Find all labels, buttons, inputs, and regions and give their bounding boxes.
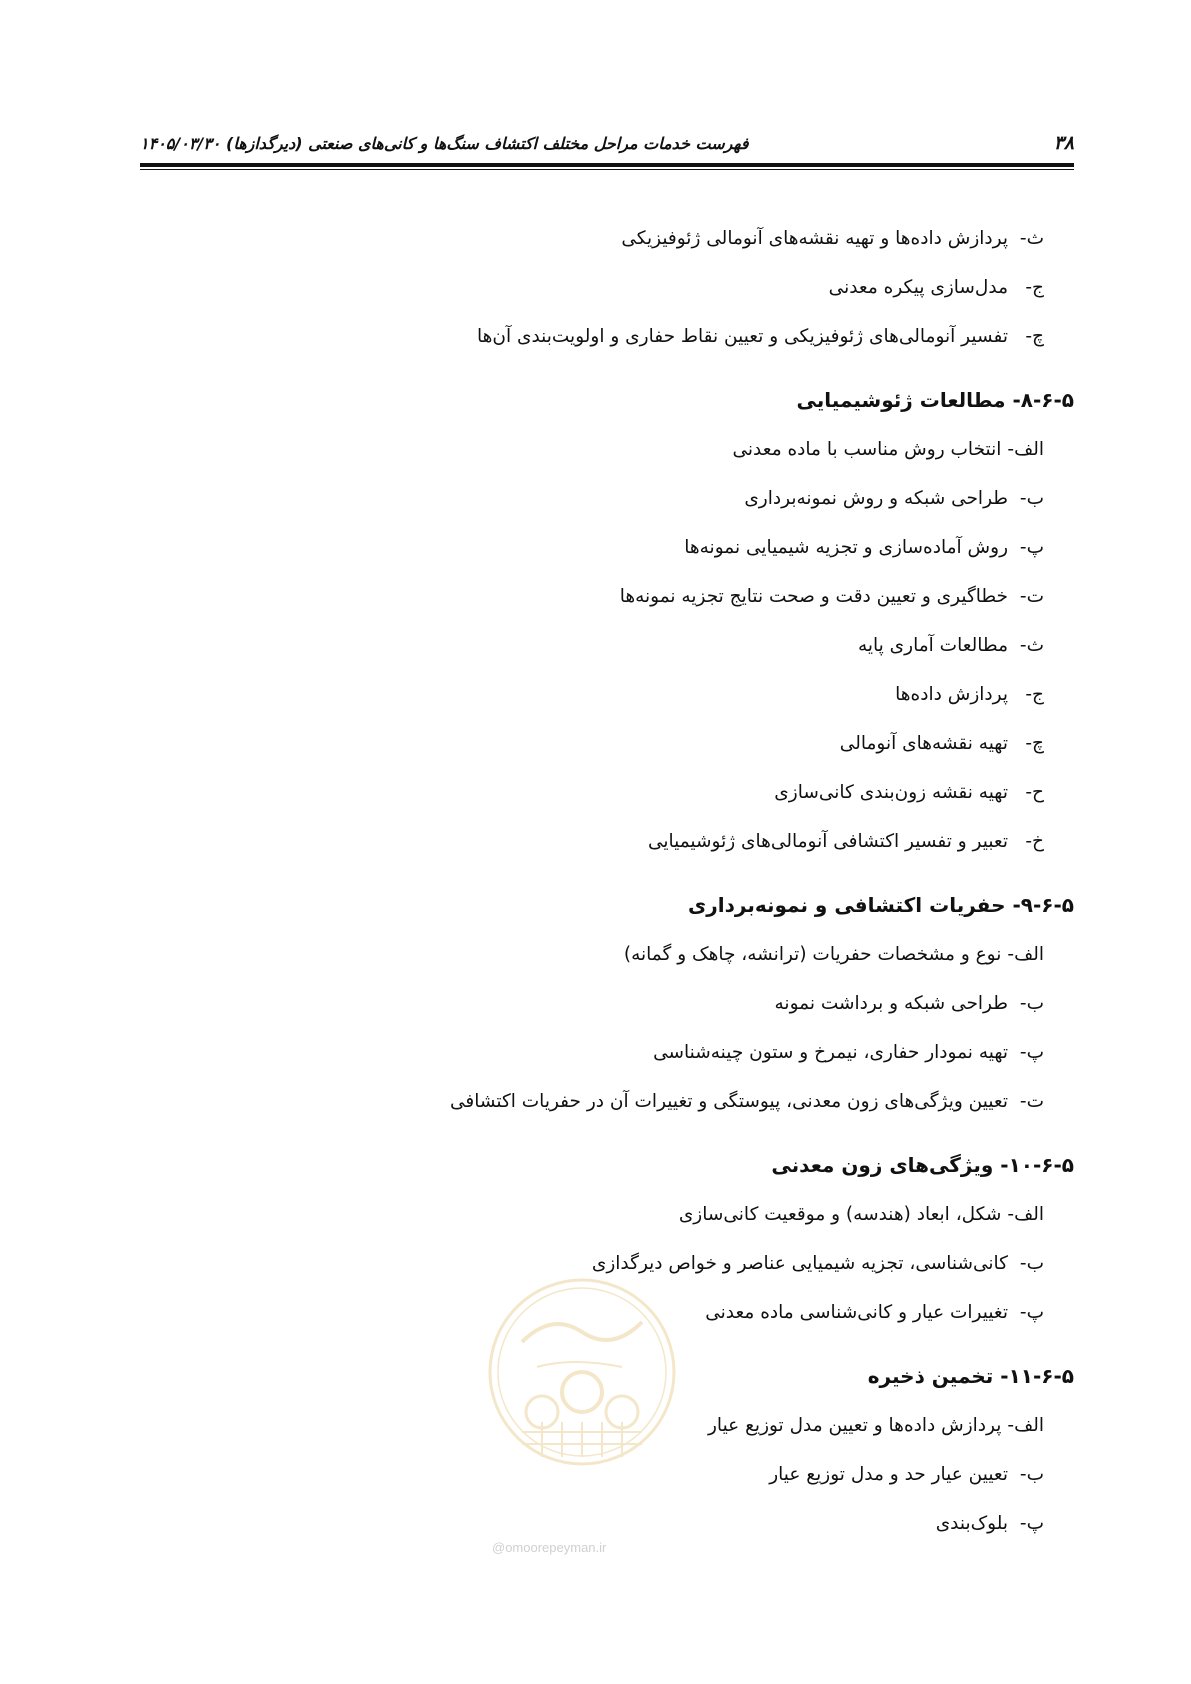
list-item <box>300 768 1044 817</box>
list-item <box>300 1028 1044 1077</box>
page-number: ۳۸ <box>1053 132 1074 154</box>
section-geochemistry <box>300 375 1074 866</box>
item-marker: ب- <box>1019 993 1044 1014</box>
item-marker: الف- <box>1007 1415 1044 1436</box>
list-item <box>300 312 1044 361</box>
list-item <box>300 1190 1044 1239</box>
list-item <box>300 425 1044 474</box>
item-text: تعیین ویژگی‌های زون معدنی، پیوستگی و تغییرات آن در حفریات اکتشافی <box>449 1091 1008 1112</box>
page-header <box>140 128 1074 158</box>
item-marker: ب- <box>1019 488 1044 509</box>
header-rule-thick <box>140 163 1074 167</box>
section-heading: ۹-۶-۵- حفریات اکتشافی و نمونه‌برداری <box>687 893 1074 917</box>
list-item <box>300 214 1044 263</box>
item-text: کانی‌شناسی، تجزیه شیمیایی عناصر و خواص دیرگدازی <box>591 1253 1008 1274</box>
intro-list <box>300 214 1074 361</box>
page-content <box>300 214 1074 1548</box>
item-text: پردازش داده‌ها و تعیین مدل توزیع عیار <box>708 1415 1002 1436</box>
item-marker: الف- <box>1007 439 1044 460</box>
list-item <box>300 930 1044 979</box>
list-item <box>300 817 1044 866</box>
header-title: فهرست خدمات مراحل مختلف اکتشاف سنگ‌ها و کانی‌های صنعتی (دیرگدازها) ۱۴۰۵/۰۳/۳۰ <box>140 133 749 153</box>
section-ore-zone-features <box>300 1140 1074 1337</box>
item-marker: ب- <box>1019 1253 1044 1274</box>
item-text: طراحی شبکه و برداشت نمونه <box>774 993 1008 1014</box>
item-text: خطاگیری و تعیین دقت و صحت نتایج تجزیه نمونه‌ها <box>619 586 1008 607</box>
item-text: مطالعات آماری پایه <box>857 635 1008 656</box>
list-item <box>300 621 1044 670</box>
item-marker: ت- <box>1019 586 1044 607</box>
list-item <box>300 572 1044 621</box>
item-marker: الف- <box>1007 944 1044 965</box>
section-list <box>300 425 1074 866</box>
item-marker: پ- <box>1019 1042 1044 1063</box>
item-marker: ج- <box>1025 277 1044 298</box>
item-text: تعیین عیار حد و مدل توزیع عیار <box>769 1464 1008 1485</box>
watermark-logo <box>482 1272 682 1482</box>
section-exploratory-excavations <box>300 880 1074 1126</box>
watermark-site: @omoorepeyman.ir <box>492 1540 607 1555</box>
item-marker: ب- <box>1019 1464 1044 1485</box>
item-marker: الف- <box>1007 1204 1044 1225</box>
item-text: بلوک‌بندی <box>935 1513 1008 1534</box>
list-item <box>300 1499 1044 1548</box>
item-text: انتخاب روش مناسب با ماده معدنی <box>732 439 1002 460</box>
section-list <box>300 1401 1074 1548</box>
item-marker: ث- <box>1019 228 1044 249</box>
item-marker: ت- <box>1019 1091 1044 1112</box>
list-item <box>300 979 1044 1028</box>
section-heading: ۱۱-۶-۵- تخمین ذخیره <box>867 1364 1074 1388</box>
item-text: روش آماده‌سازی و تجزیه شیمیایی نمونه‌ها <box>684 537 1008 558</box>
item-text: مدل‌سازی پیکره معدنی <box>828 277 1008 298</box>
header-rule-thin <box>140 169 1074 170</box>
item-text: پردازش داده‌ها <box>895 684 1008 705</box>
item-text: نوع و مشخصات حفریات (ترانشه، چاهک و گمانه) <box>623 944 1002 965</box>
item-marker: چ- <box>1025 326 1044 347</box>
item-marker: پ- <box>1019 1513 1044 1534</box>
item-text: تغییرات عیار و کانی‌شناسی ماده معدنی <box>705 1302 1008 1323</box>
item-marker: پ- <box>1019 537 1044 558</box>
list-item <box>300 1077 1044 1126</box>
item-marker: ح- <box>1025 782 1044 803</box>
list-item <box>300 670 1044 719</box>
section-list <box>300 1190 1074 1337</box>
item-marker: خ- <box>1025 831 1044 852</box>
section-reserve-estimation <box>300 1351 1074 1548</box>
item-text: پردازش داده‌ها و تهیه نقشه‌های آنومالی ژئوفیزیکی <box>621 228 1008 249</box>
item-marker: پ- <box>1019 1302 1044 1323</box>
section-heading: ۸-۶-۵- مطالعات ژئوشیمیایی <box>796 388 1074 412</box>
item-text: تفسیر آنومالی‌های ژئوفیزیکی و تعیین نقاط حفاری و اولویت‌بندی آن‌ها <box>476 326 1008 347</box>
item-text: تهیه نمودار حفاری، نیمرخ و ستون چینه‌شناسی <box>653 1042 1008 1063</box>
item-text: تهیه نقشه زون‌بندی کانی‌سازی <box>774 782 1008 803</box>
item-text: طراحی شبکه و روش نمونه‌برداری <box>744 488 1008 509</box>
item-text: شکل، ابعاد (هندسه) و موقعیت کانی‌سازی <box>678 1204 1002 1225</box>
section-list <box>300 930 1074 1126</box>
list-item <box>300 523 1044 572</box>
item-marker: ج- <box>1025 684 1044 705</box>
section-heading: ۱۰-۶-۵- ویژگی‌های زون معدنی <box>771 1153 1074 1177</box>
list-item <box>300 474 1044 523</box>
item-marker: چ- <box>1025 733 1044 754</box>
item-text: تعبیر و تفسیر اکتشافی آنومالی‌های ژئوشیمیایی <box>647 831 1008 852</box>
item-marker: ث- <box>1019 635 1044 656</box>
list-item <box>300 719 1044 768</box>
item-text: تهیه نقشه‌های آنومالی <box>839 733 1008 754</box>
list-item <box>300 263 1044 312</box>
